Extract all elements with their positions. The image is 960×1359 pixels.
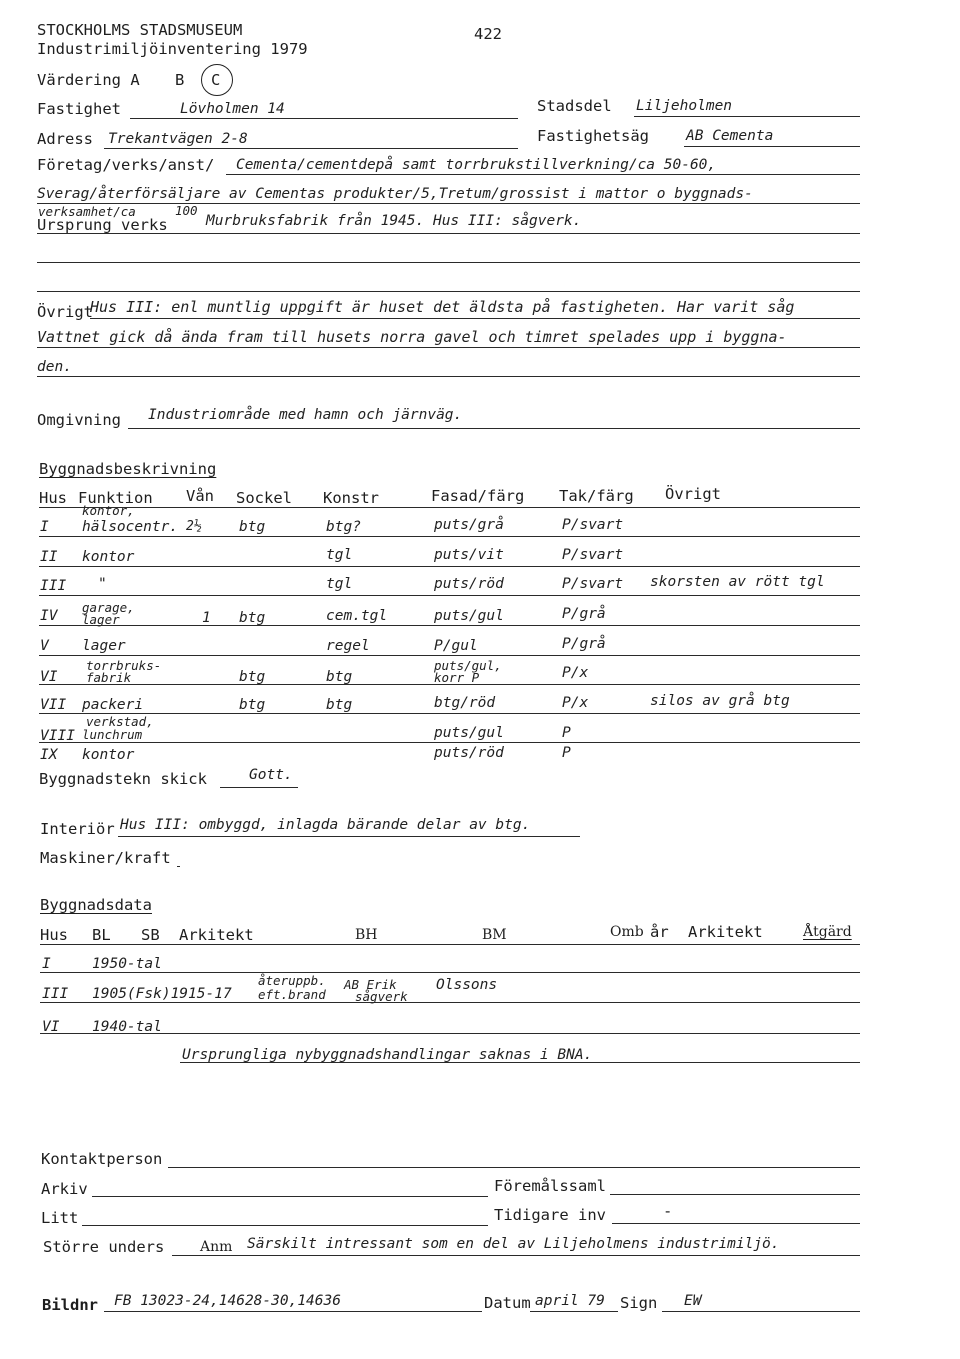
table-row: torrbruks- [86, 658, 162, 673]
table-row: AB Erik [344, 977, 397, 992]
row-rule [39, 713, 860, 714]
ovrigt-label: Övrigt [37, 303, 93, 321]
row-rule [39, 536, 860, 537]
table-row: III [40, 578, 67, 594]
blank-line-1 [37, 262, 860, 263]
stadsdel-line [634, 116, 860, 117]
table-row: VI [42, 1019, 60, 1035]
ovrigt-rule1 [90, 318, 860, 319]
col-hus: Hus [39, 489, 67, 507]
row-rule [39, 625, 860, 626]
skick-line [220, 787, 298, 788]
ursprung-line [37, 233, 860, 234]
fastighetsag-label: Fastighetsäg [537, 127, 649, 145]
table-row: II [40, 549, 58, 565]
table-row: P [562, 725, 571, 741]
bd-header-rule [40, 944, 860, 945]
litt-label: Litt [41, 1209, 79, 1227]
table-row: btg [326, 669, 353, 685]
foretag-label: Företag/verks/anst/ [37, 156, 215, 174]
sign-value: EW [684, 1293, 702, 1309]
bd-note: Ursprungliga nybyggnadshandlingar saknas i BNA. [182, 1047, 593, 1063]
col-fasad: Fasad/färg [431, 487, 525, 505]
table-row: P/svart [562, 576, 624, 592]
stadsdel-value: Liljeholmen [636, 98, 733, 114]
valuation-label: Värdering A [37, 71, 140, 89]
maskiner-label: Maskiner/kraft [40, 849, 171, 867]
row-rule [39, 684, 860, 685]
table-row: V [40, 638, 49, 654]
adress-value: Trekantvägen 2-8 [108, 131, 248, 147]
table-row: btg? [326, 519, 361, 535]
valuation-selected: C [211, 71, 221, 89]
table-row: tgl [326, 576, 353, 592]
table-row: puts/gul [434, 725, 504, 741]
row-rule [39, 742, 860, 743]
adress-line [104, 148, 518, 149]
ovrigt-rule2 [37, 347, 860, 348]
col-funktion: Funktion [78, 489, 153, 507]
byggnadsbeskrivning-title: Byggnadsbeskrivning [39, 460, 217, 478]
bd-col-sb: SB [141, 926, 160, 944]
table-row: lunchrum [82, 727, 143, 742]
bd-row-rule [40, 972, 860, 973]
museum-name: STOCKHOLMS STADSMUSEUM [37, 21, 243, 39]
storre-line [172, 1255, 860, 1256]
table-row: verkstad, [86, 714, 154, 729]
table-row: P/svart [562, 517, 624, 533]
sign-label: Sign [620, 1294, 658, 1312]
table-row: IX [40, 747, 58, 763]
fastighetsag-value: AB Cementa [686, 128, 774, 144]
table-row: P/gul [434, 638, 478, 654]
foremal-label: Föremålssaml [494, 1177, 606, 1195]
table-row: P/x [562, 695, 589, 711]
table-row: P [562, 745, 571, 761]
table-row: kontor [82, 747, 135, 763]
table-row: IV [40, 608, 58, 624]
table-row: eft.brand [258, 987, 326, 1002]
table-row: återuppb. [258, 973, 326, 988]
table-row: I [42, 956, 51, 972]
table-row: 1940-tal [92, 1019, 162, 1035]
table-row: btg [326, 697, 353, 713]
fastighet-line [130, 118, 518, 119]
stadsdel-label: Stadsdel [537, 97, 612, 115]
table-row: btg [239, 697, 266, 713]
header-rule [39, 507, 860, 508]
table-row: puts/vit [434, 547, 504, 563]
fastighetsag-line [684, 146, 860, 147]
datum-line [530, 1311, 618, 1312]
table-row: P/grå [562, 606, 606, 622]
bildnr-value: FB 13023-24,14628-30,14636 [114, 1293, 341, 1309]
foremal-line [610, 1194, 860, 1195]
bildnr-line [104, 1311, 482, 1312]
table-row: P/x [562, 665, 589, 681]
bd-row-rule [40, 1033, 860, 1034]
bd-col-arkitekt: Arkitekt [179, 926, 254, 944]
table-row: hälsocentr. [82, 519, 179, 535]
bd-col-atgard: Åtgärd [803, 924, 852, 940]
bd-col-arkitekt2: Arkitekt [688, 923, 763, 941]
table-row: puts/grå [434, 517, 504, 533]
row-rule [39, 595, 860, 596]
kontakt-label: Kontaktperson [41, 1150, 163, 1168]
survey-title: Industrimiljöinventering 1979 [37, 40, 308, 58]
table-row: 1950-tal [92, 956, 162, 972]
ovrigt-line1: Hus III: enl muntlig uppgift är huset det äldsta på fastigheten. Har varit såg [90, 298, 795, 316]
ovrigt-line2: Vattnet gick då ända fram till husets norra gavel och timret spelades upp i byggna- [37, 328, 787, 346]
bd-col-omb: Omb [610, 924, 644, 940]
table-row: puts/röd [434, 576, 504, 592]
col-van: Vån [186, 487, 214, 505]
ovrigt-rule3 [37, 376, 860, 377]
table-row: btg [239, 519, 266, 535]
datum-label: Datum [484, 1294, 531, 1312]
table-row: P/grå [562, 636, 606, 652]
foretag-line [226, 174, 860, 175]
maskiner-line [177, 866, 180, 867]
arkiv-line [92, 1196, 488, 1197]
ursprung-label: Ursprung verks [37, 216, 168, 234]
col-ovrigt: Övrigt [665, 485, 721, 503]
storre-text: Särskilt intressant som en del av Liljeholmens industrimiljö. [247, 1236, 780, 1252]
foretag-line2-rule [37, 203, 860, 204]
table-row: tgl [326, 547, 353, 563]
foretag-line2: Sverag/återförsäljare av Cementas produkter/5,Tretum/grossist i mattor o byggnads- [37, 186, 753, 202]
table-row: btg [239, 610, 266, 626]
col-konstr: Konstr [323, 489, 379, 507]
kontakt-line [168, 1167, 860, 1168]
byggnadsdata-title: Byggnadsdata [40, 896, 152, 914]
bd-col-hus: Hus [40, 926, 68, 944]
litt-line [82, 1225, 488, 1226]
table-row: regel [326, 638, 370, 654]
table-row: 1905(Fsk)1915-17 [92, 986, 232, 1002]
tidigare-value: - [663, 1202, 673, 1220]
table-row: puts/röd [434, 745, 504, 761]
skick-label: Byggnadstekn skick [39, 770, 207, 788]
table-row: kontor, [82, 503, 135, 518]
skick-value: Gott. [249, 767, 293, 783]
ursprung-small: verksamhet/ca [38, 204, 136, 219]
table-row: korr P [434, 670, 480, 685]
ursprung-num: 100 [175, 203, 198, 218]
interior-line [118, 836, 580, 837]
table-row: puts/gul [434, 608, 504, 624]
ursprung-text: Murbruksfabrik från 1945. Hus III: sågverk. [206, 213, 582, 229]
interior-value: Hus III: ombyggd, inlagda bärande delar av btg. [120, 817, 531, 833]
bd-row-rule [40, 1002, 860, 1003]
adress-label: Adress [37, 130, 93, 148]
sign-line [662, 1311, 860, 1312]
table-row: VII [40, 697, 67, 713]
omgivning-label: Omgivning [37, 411, 121, 429]
col-tak: Tak/färg [559, 487, 634, 505]
table-row: kontor [82, 549, 135, 565]
table-row: skorsten av rött tgl [650, 574, 825, 590]
table-row: Olssons [436, 977, 498, 993]
table-row: 1 [202, 610, 211, 626]
blank-line-2 [37, 291, 860, 292]
table-row: garage, [82, 600, 135, 615]
row-rule [39, 655, 860, 656]
table-row: 2½ [186, 519, 202, 534]
ovrigt-line3: den. [37, 359, 72, 375]
storre-anm: Anm [200, 1239, 233, 1255]
tidigare-line [612, 1223, 860, 1224]
page-number: 422 [474, 25, 502, 43]
valuation-b: B [175, 71, 185, 89]
table-row: lager [82, 638, 126, 654]
table-row: I [40, 519, 49, 535]
table-row: cem.tgl [326, 608, 388, 624]
table-row: " [98, 576, 107, 592]
omgivning-value: Industriområde med hamn och järnväg. [148, 407, 463, 423]
table-row: lager [82, 612, 120, 627]
tidigare-label: Tidigare inv [494, 1206, 606, 1224]
datum-value: april 79 [535, 1293, 605, 1309]
bd-col-bh: BH [355, 927, 378, 943]
table-row: P/svart [562, 547, 624, 563]
table-row: btg/röd [434, 695, 496, 711]
storre-label: Större unders [43, 1238, 165, 1256]
table-row: VIII [40, 728, 75, 744]
table-row: sågverk [355, 989, 408, 1004]
table-row: fabrik [86, 670, 132, 685]
table-row: VI [40, 669, 58, 685]
fastighet-label: Fastighet [37, 100, 121, 118]
fastighet-value: Lövholmen 14 [180, 101, 285, 117]
bd-col-bl: BL [92, 926, 111, 944]
table-row: btg [239, 669, 266, 685]
omgivning-line [128, 428, 860, 429]
row-rule [39, 566, 860, 567]
foretag-line1: Cementa/cementdepå samt torrbrukstillverkning/ca 50-60, [236, 157, 717, 173]
bd-note-rule [180, 1062, 860, 1063]
table-row: packeri [82, 697, 144, 713]
table-row: puts/gul, [434, 658, 502, 673]
table-row: III [42, 986, 69, 1002]
bd-col-ar: år [650, 923, 669, 941]
bildnr-label: Bildnr [42, 1296, 98, 1314]
table-row: silos av grå btg [650, 693, 790, 709]
arkiv-label: Arkiv [41, 1180, 88, 1198]
interior-label: Interiör [40, 820, 115, 838]
bd-col-bm: BM [482, 927, 507, 943]
col-sockel: Sockel [236, 489, 292, 507]
